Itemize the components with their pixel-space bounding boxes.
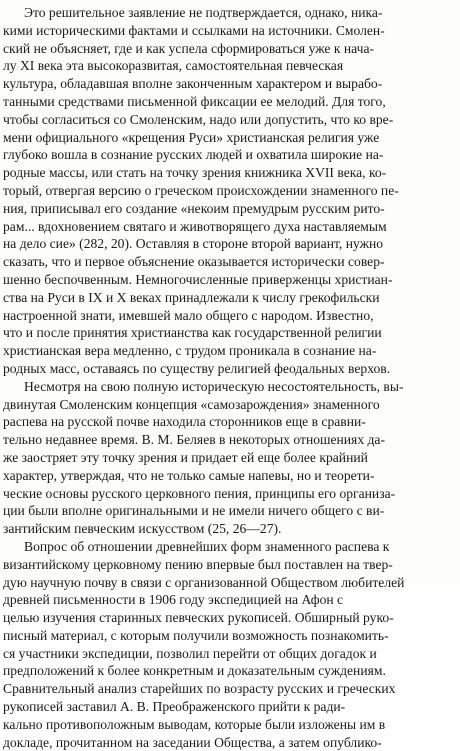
text-line: же заостряет эту точку зрения и придает ей еще более крайний	[3, 449, 368, 465]
text-line: шенно беспочвенным. Немногочисленные приверженцы христиан-	[3, 271, 393, 287]
text-line: докладе, прочитанном на заседании Общества, а затем опублико-	[3, 734, 382, 750]
text-line: Несмотря на свою полную историческую несостоятельность, вы-	[24, 378, 404, 394]
text-line: сказать, что и первое объяснение оказывается исторически совер-	[3, 254, 385, 270]
text-line: дую научную почву в связи с организованной Обществом любителей	[3, 574, 405, 590]
text-line: чтобы согласиться со Смоленским, надо или допустить, что ко вре-	[3, 111, 394, 127]
text-line: характер, утверждая, что не только самые напевы, но и теорети-	[3, 467, 375, 483]
text-line: родных масс, оставаясь по существу религией феодальных верхов.	[3, 360, 391, 376]
text-line: настроенной знати, имевшей мало общего с народом. Известно,	[3, 307, 374, 323]
text-line: двинутая Смоленским концепция «самозарождения» знаменного	[3, 396, 380, 412]
text-line: целью изучения старинных певческих рукописей. Обширный руко-	[3, 610, 394, 626]
text-line: что и после принятия христианства как государственной религии	[3, 325, 382, 341]
text-line: тельно недавнее время. В. М. Беляев в некоторых отношениях да-	[3, 432, 385, 448]
text-line: зантийским певческим искусством (25, 26—27).	[3, 521, 282, 537]
text-line: Это решительное заявление не подтверждается, однако, ника-	[24, 5, 383, 20]
text-line: лу XI века эта высокоразвитая, самостоятельная певческая	[3, 58, 344, 74]
text-line: кально противоположным выводам, которые были изложены им в	[3, 716, 386, 732]
text-line: древней письменности в 1906 году экспедицией на Афон с	[3, 592, 344, 608]
text-line: Вопрос об отношении древнейших форм знаменного распева к	[24, 538, 390, 554]
text-line: мени официального «крещения Руси» христианская религия уже	[3, 129, 380, 145]
text-line: ния, приписывал его создание «некоим премудрым русским рито-	[3, 200, 385, 216]
text-line: ся участники экспедиции, позволил перейти от общих догадок и	[3, 645, 377, 661]
text-line: ции были вполне оригинальными и не имели ничего общего с ви-	[3, 503, 385, 519]
text-line: рам... вдохновением святаго и животворящего духа наставляемым	[3, 218, 387, 234]
body-text	[3, 4, 455, 751]
text-line: культура, обладавшая вполне законченным характером и вырабо-	[3, 76, 383, 92]
text-line: танными средствами письменной фиксации ее мелодий. Для того,	[3, 93, 386, 109]
text-line: писный материал, с которым получили возможность познакомить-	[3, 627, 389, 643]
text-line: предположений к более конкретным и доказательным суждениям.	[3, 663, 386, 679]
text-line: византийскому церковному пению впервые был поставлен на твер-	[3, 556, 393, 572]
text-line: рукописей заставил А. В. Преображенского прийти к ради-	[3, 699, 346, 715]
text-line: родные массы, или стать на точку зрения книжника XVII века, ко-	[3, 165, 387, 181]
text-line: христианская вера медленно, с трудом проникала в сознание на-	[3, 343, 377, 359]
text-line: глубоко вошла в сознание русских людей и охватила широкие на-	[3, 147, 384, 163]
text-line: кими историческими фактами и ссылками на источники. Смолен-	[3, 22, 385, 38]
text-line: ческие основы русского церковного пения, принципы его организа-	[3, 485, 396, 501]
text-line: ства на Руси в IX и X веках принадлежали к числу грекофильски	[3, 289, 380, 305]
text-line: ский не объясняет, где и как успела сформироваться уже к нача-	[3, 40, 375, 56]
text-line: распева на русской почве находила сторонников еще в сравни-	[3, 414, 366, 430]
text-line: Сравнительный анализ старейших по возрасту русских и греческих	[3, 681, 396, 697]
text-line: торый, отвергая версию о греческом происхождении знаменного пе-	[3, 182, 399, 198]
text-line: на дело сие» (282, 20). Оставляя в стороне второй вариант, нужно	[3, 236, 384, 252]
